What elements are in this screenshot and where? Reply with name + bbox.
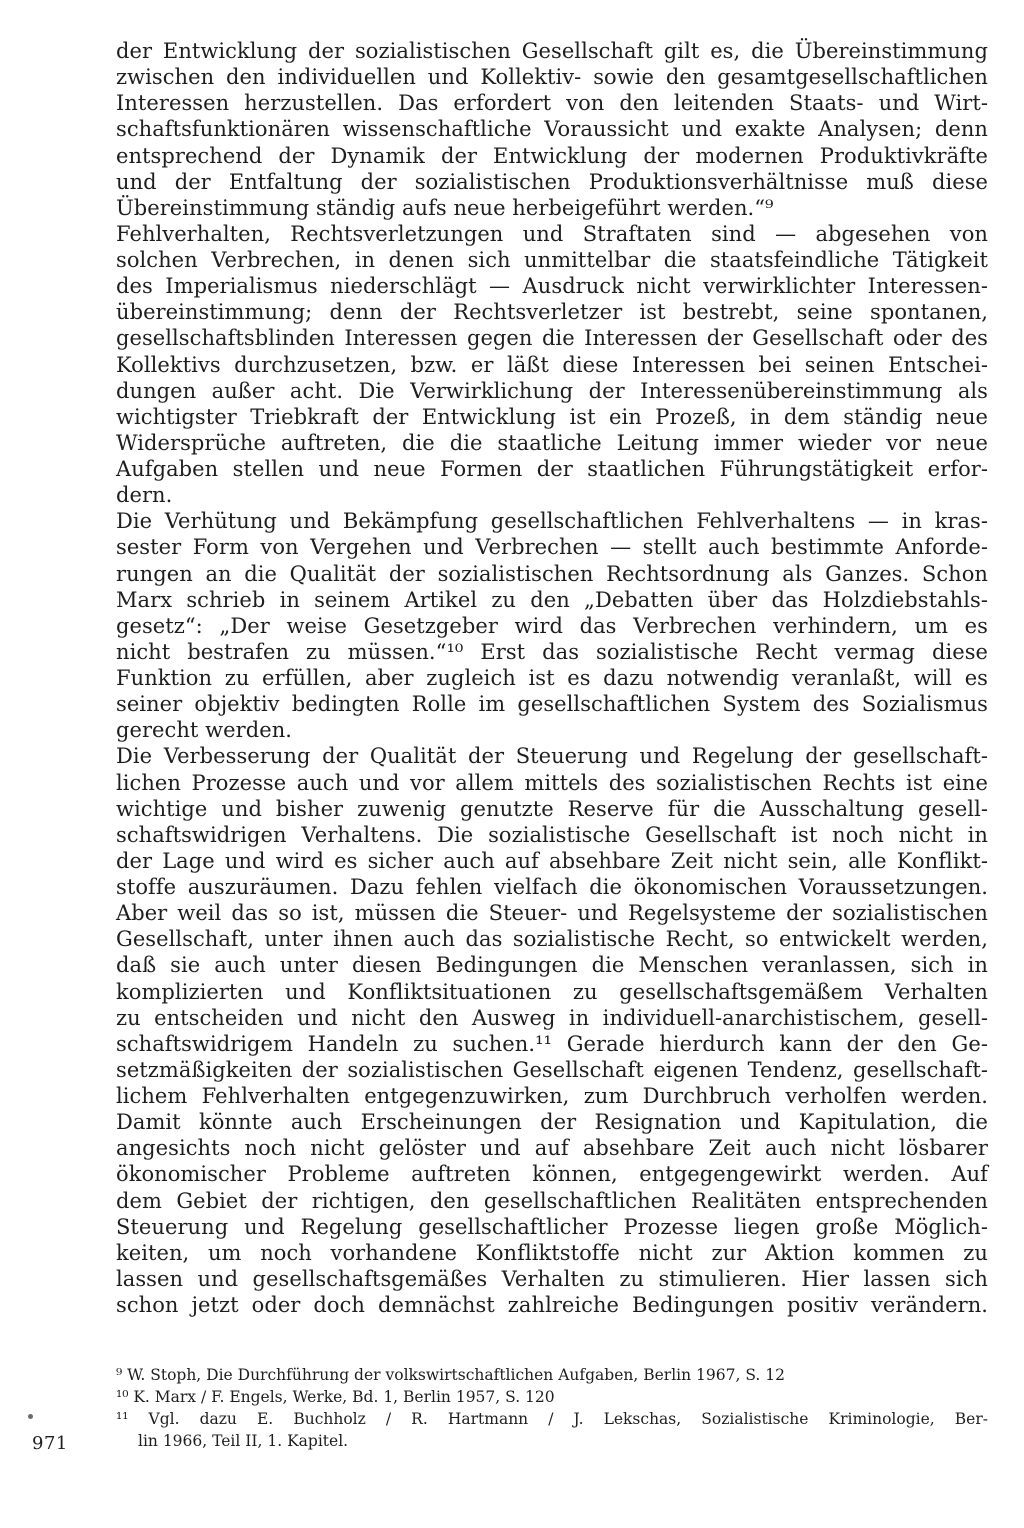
text-line: Aber weil das so ist, müssen die Steuer- und Regelsysteme der sozialistischen (116, 901, 988, 926)
footnote-line: ¹¹ Vgl. dazu E. Buchholz / R. Hartmann / J. Lekschas, Sozialistische Kriminologie, Ber- (116, 1410, 988, 1428)
text-line: zwischen den individuellen und Kollektiv- sowie den gesamtgesellschaftlichen (116, 65, 988, 90)
text-line: solchen Verbrechen, in denen sich unmittelbar die staatsfeindliche Tätigkeit (116, 248, 988, 272)
text-line: Interessen herzustellen. Das erfordert von den leitenden Staats- und Wirt- (116, 91, 988, 116)
text-line: angesichts noch nicht gelöster und auf absehbare Zeit auch nicht lösbarer (116, 1136, 988, 1161)
text-line: gesellschaftsblinden Interessen gegen die Interessen der Gesellschaft oder des (116, 326, 988, 351)
text-line: lichen Prozesse auch und vor allem mittels des sozialistischen Rechts ist eine (116, 770, 988, 795)
text-line: stoffe auszuräumen. Dazu fehlen vielfach die ökonomischen Voraussetzungen. (116, 875, 988, 899)
footnotes (116, 1364, 988, 1452)
footnote-line: ¹⁰ K. Marx / F. Engels, Werke, Bd. 1, Berlin 1957, S. 120 (116, 1388, 555, 1406)
text-line: entsprechend der Dynamik der Entwicklung der modernen Produktivkräfte (116, 143, 988, 168)
text-line: gesetz“: „Der weise Gesetzgeber wird das Verbrechen verhindern, um es (116, 613, 988, 638)
text-line: schaftswidrigem Handeln zu suchen.¹¹ Gerade hierdurch kann der den Ge- (116, 1031, 988, 1056)
body-text (116, 38, 988, 1318)
text-line: und der Entfaltung der sozialistischen Produktionsverhältnisse muß diese (116, 169, 988, 194)
text-line: sester Form von Vergehen und Verbrechen — stellt auch bestimmte Anforde- (116, 535, 988, 560)
text-line: setzmäßigkeiten der sozialistischen Gesellschaft eigenen Tendenz, gesellschaft- (116, 1057, 988, 1082)
text-line: Damit könnte auch Erscheinungen der Resignation und Kapitulation, die (116, 1110, 988, 1135)
text-line: dern. (116, 483, 173, 508)
text-line: Kollektivs durchzusetzen, bzw. er läßt diese Interessen bei seinen Entschei- (116, 352, 988, 377)
text-line: Funktion zu erfüllen, aber zugleich ist es dazu notwendig veranlaßt, will es (116, 666, 988, 690)
text-line: des Imperialismus niederschlägt — Ausdruck nicht verwirklichter Interessen- (116, 274, 988, 299)
text-line: wichtige und bisher zuwenig genutzte Reserve für die Ausschaltung gesell- (116, 796, 988, 821)
text-line: Widersprüche auftreten, die die staatliche Leitung immer wieder vor neue (116, 430, 988, 455)
text-line: dem Gebiet der richtigen, den gesellschaftlichen Realitäten entsprechenden (116, 1188, 988, 1213)
text-line: zu entscheiden und nicht den Ausweg in individuell-anarchistischem, gesell- (116, 1005, 988, 1030)
text-line: lassen und gesellschaftsgemäßes Verhalten zu stimulieren. Hier lassen sich (116, 1266, 988, 1291)
text-line: daß sie auch unter diesen Bedingungen die Menschen veranlassen, sich in (116, 953, 988, 978)
page-number: 971 (32, 1433, 68, 1454)
text-line: wichtigster Triebkraft der Entwicklung ist ein Prozeß, in dem ständig neue (116, 404, 988, 429)
text-line: keiten, um noch vorhandene Konfliktstoffe nicht zur Aktion kommen zu (116, 1240, 988, 1265)
text-line: Aufgaben stellen und neue Formen der staatlichen Führungstätigkeit erfor- (116, 457, 988, 481)
text-line: rungen an die Qualität der sozialistischen Rechtsordnung als Ganzes. Schon (116, 561, 988, 586)
text-line: der Entwicklung der sozialistischen Gesellschaft gilt es, die Übereinstimmung (116, 39, 988, 63)
margin-mark (28, 1414, 33, 1419)
text-line: schaftsfunktionären wissenschaftliche Voraussicht und exakte Analysen; denn (116, 117, 988, 142)
text-line: seiner objektiv bedingten Rolle im gesellschaftlichen System des Sozialismus (116, 692, 988, 717)
text-line: übereinstimmung; denn der Rechtsverletzer ist bestrebt, seine spontanen, (116, 300, 988, 325)
text-line: Steuerung und Regelung gesellschaftlicher Prozesse liegen große Möglich- (116, 1214, 988, 1239)
text-line: gerecht werden. (116, 718, 292, 743)
text-line: Gesellschaft, unter ihnen auch das sozialistische Recht, so entwickelt werden, (116, 927, 988, 952)
text-line: lichem Fehlverhalten entgegenzuwirken, zum Durchbruch verholfen werden. (116, 1084, 988, 1108)
text-line: der Lage und wird es sicher auch auf absehbare Zeit nicht sein, alle Konflikt- (116, 848, 988, 873)
text-line: nicht bestrafen zu müssen.“¹⁰ Erst das sozialistische Recht vermag diese (116, 639, 988, 664)
text-line: dungen außer acht. Die Verwirklichung der Interessenübereinstimmung als (116, 378, 988, 403)
text-line: komplizierten und Konfliktsituationen zu gesellschaftsgemäßem Verhalten (116, 979, 988, 1004)
text-line: Übereinstimmung ständig aufs neue herbeigeführt werden.“⁹ (116, 195, 774, 220)
text-line: Die Verhütung und Bekämpfung gesellschaftlichen Fehlverhaltens — in kras- (116, 509, 988, 534)
footnote-line: lin 1966, Teil II, 1. Kapitel. (138, 1432, 349, 1450)
text-line: Marx schrieb in seinem Artikel zu den „Debatten über das Holzdiebstahls- (116, 587, 988, 612)
text-line: ökonomischer Probleme auftreten können, entgegengewirkt werden. Auf (116, 1162, 988, 1187)
text-line: schon jetzt oder doch demnächst zahlreiche Bedingungen positiv verändern. (116, 1293, 988, 1317)
text-line: schaftswidrigen Verhaltens. Die sozialistische Gesellschaft ist noch nicht in (116, 822, 988, 847)
text-line: Fehlverhalten, Rechtsverletzungen und Straftaten sind — abgesehen von (116, 221, 988, 246)
footnote-line: ⁹ W. Stoph, Die Durchführung der volkswirtschaftlichen Aufgaben, Berlin 1967, S. 12 (116, 1366, 785, 1384)
text-line: Die Verbesserung der Qualität der Steuerung und Regelung der gesellschaft- (116, 744, 988, 769)
